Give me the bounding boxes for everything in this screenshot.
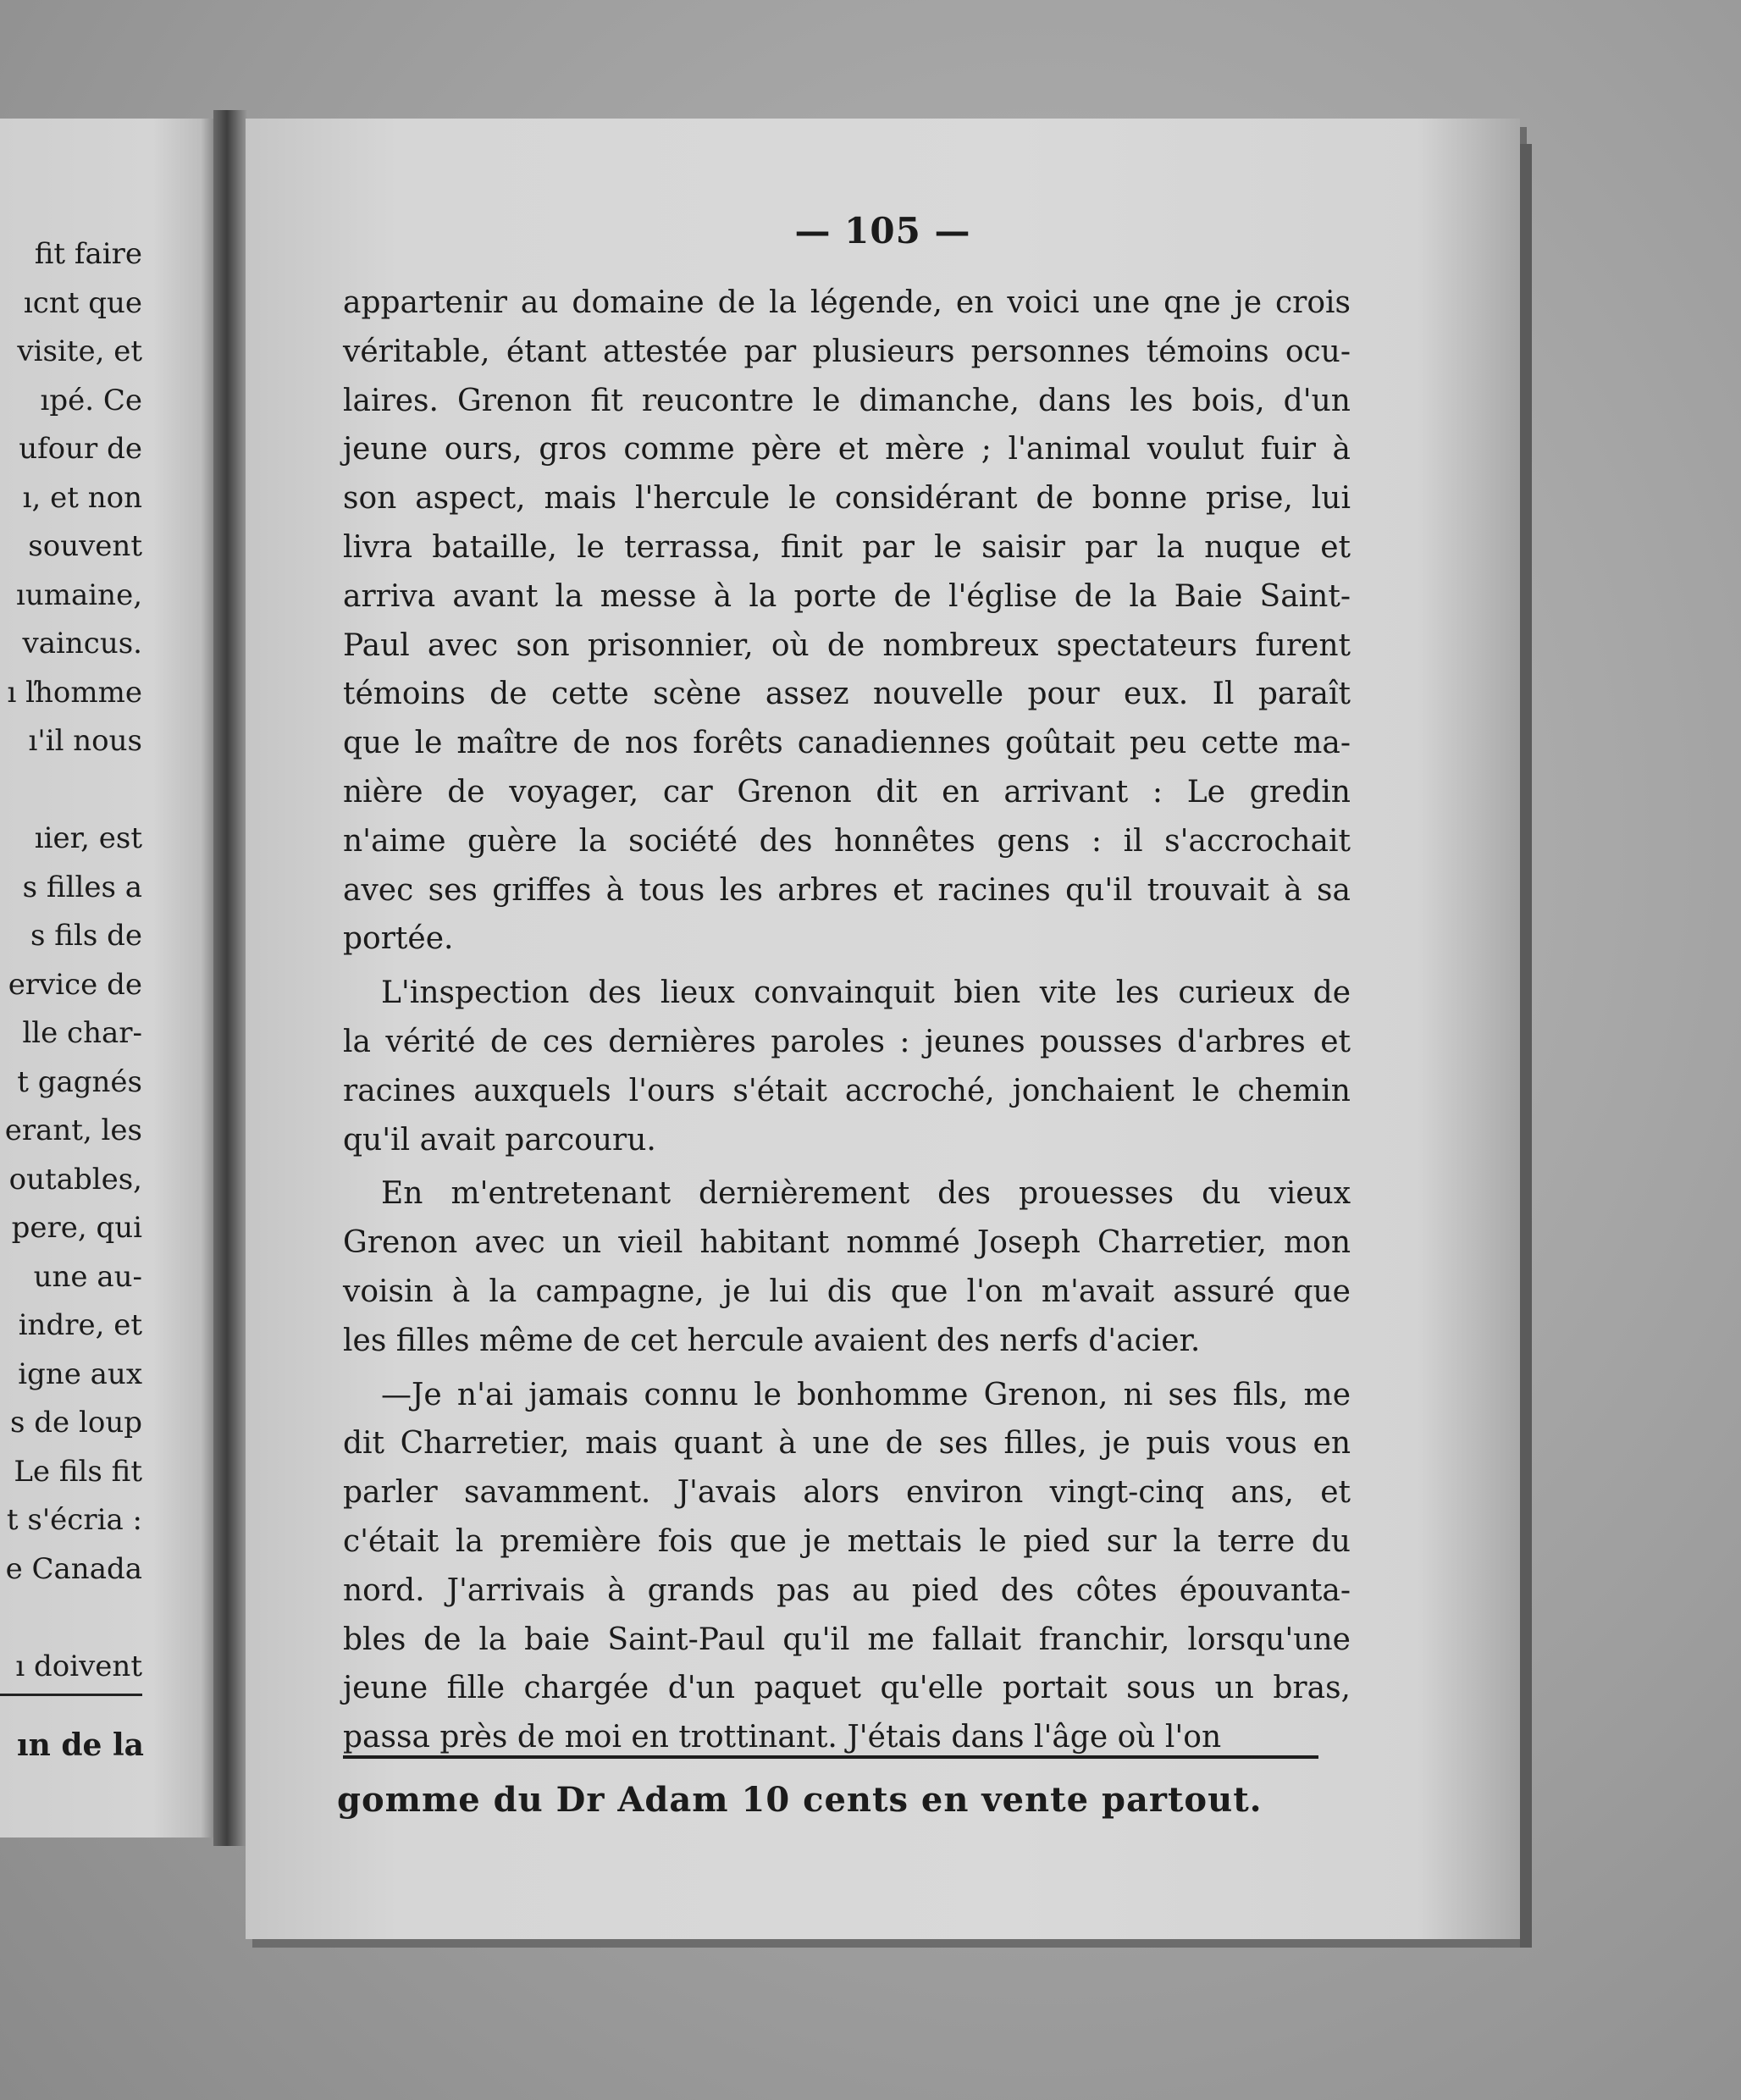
body-text-line: les filles même de cet hercule avaient des nerfs d'acier. <box>343 1323 1201 1358</box>
left-page-line: lle char- <box>22 1016 142 1050</box>
left-footer-text: ın de la <box>17 1727 144 1763</box>
left-page-line: igne aux <box>18 1357 142 1391</box>
body-text-line: c'était la première fois que je mettais le pied sur la terre du <box>343 1524 1351 1559</box>
left-page-line: t gagnés <box>17 1064 142 1099</box>
body-text-line: racines auxquels l'ours s'était accroché, jonchaient le chemin <box>343 1073 1351 1108</box>
left-page-line: pere, qui <box>11 1211 142 1245</box>
left-page-line: t s'écria : <box>6 1503 142 1537</box>
body-text-line: la vérité de ces dernières paroles : jeunes pousses d'arbres et <box>343 1025 1351 1059</box>
body-text-line: jeune ours, gros comme père et mère ; l'animal voulut fuir à <box>343 432 1351 467</box>
left-page <box>0 119 218 1838</box>
body-text-line: véritable, étant attestée par plusieurs personnes témoins ocu- <box>343 334 1351 369</box>
left-page-line: outables, <box>8 1162 142 1196</box>
left-page-line: ı doivent <box>15 1649 142 1683</box>
left-page-line: s de loup <box>10 1406 142 1440</box>
page-number: — 105 — <box>794 210 971 251</box>
body-text-line: dit Charretier, mais quant à une de ses filles, je puis vous en <box>343 1426 1351 1462</box>
left-page-line: ervice de <box>8 967 142 1002</box>
left-page-line: souvent <box>28 529 142 563</box>
body-text-line: que le maître de nos forêts canadiennes goûtait peu cette ma- <box>343 726 1351 761</box>
body-text-line: témoins de cette scène assez nouvelle pour eux. Il paraît <box>343 677 1351 712</box>
left-page-line: fit faire <box>34 237 142 271</box>
body-text-line: En m'entretenant dernièrement des prouesses du vieux <box>381 1176 1351 1212</box>
body-text-line: son aspect, mais l'hercule le considérant de bonne prise, lui <box>343 481 1351 517</box>
body-text-line: appartenir au domaine de la légende, en voici une qne je crois <box>343 285 1351 320</box>
left-page-line: erant, les <box>4 1114 142 1147</box>
body-text-line: bles de la baie Saint-Paul qu'il me fallait franchir, lorsqu'une <box>343 1622 1351 1657</box>
body-text-line: avec ses griffes à tous les arbres et racines qu'il trouvait à sa <box>343 872 1351 908</box>
left-page-line: ıier, est <box>34 821 142 855</box>
body-text-line: livra bataille, le terrassa, finit par le saisir par la nuque et <box>343 530 1351 565</box>
left-page-line: e Canada <box>5 1551 142 1586</box>
body-text-line: parler savamment. J'avais alors environ vingt-cinq ans, et <box>343 1475 1351 1511</box>
body-text-line: passa près de moi en trottinant. J'étais dans l'âge où l'on <box>343 1720 1222 1755</box>
left-page-line: indre, et <box>18 1308 142 1342</box>
left-page-line: vaincus. <box>22 627 142 660</box>
body-text-line: n'aime guère la société des honnêtes gens : il s'accrochait <box>343 823 1351 859</box>
left-page-line: ı, et non <box>22 480 142 515</box>
left-footer-rule <box>0 1694 142 1696</box>
left-page-line: ıcnt que <box>23 285 142 320</box>
body-text-line: L'inspection des lieux convainquit bien vite les curieux de <box>381 975 1351 1011</box>
left-page-line: Le fils fit <box>14 1454 142 1489</box>
advertisement-footer: gomme du Dr Adam 10 cents en vente partout. <box>337 1780 1263 1820</box>
left-page-line: s fils de <box>30 919 142 953</box>
left-page-line: visite, et <box>17 334 142 368</box>
right-page <box>246 119 1520 1939</box>
left-page-line: une au- <box>33 1259 142 1294</box>
left-page-line: ı'il nous <box>28 724 142 758</box>
body-text-line: arriva avant la messe à la porte de l'église de la Baie Saint- <box>343 578 1351 614</box>
page-edge-shadow <box>1520 144 1532 1948</box>
body-text-line: laires. Grenon fit reucontre le dimanche, dans les bois, d'un <box>343 383 1351 418</box>
left-page-line: ıumaine, <box>16 578 142 612</box>
left-page-line: ıpé. Ce <box>40 383 142 417</box>
body-text-line: portée. <box>343 921 454 957</box>
body-text-line: nord. J'arrivais à grands pas au pied des côtes épouvanta- <box>343 1572 1351 1608</box>
body-text-line: nière de voyager, car Grenon dit en arrivant : Le gredin <box>343 775 1351 810</box>
body-text-line: jeune fille chargée d'un paquet qu'elle portait sous un bras, <box>343 1671 1351 1706</box>
left-page-line: ufour de <box>19 432 142 466</box>
body-text-line: qu'il avait parcouru. <box>343 1122 656 1158</box>
body-text-line: Grenon avec un vieil habitant nommé Joseph Charretier, mon <box>343 1225 1351 1261</box>
body-text-line: Paul avec son prisonnier, où de nombreux spectateurs furent <box>343 627 1351 663</box>
left-page-line: s filles a <box>22 870 142 904</box>
body-text-line: voisin à la campagne, je lui dis que l'on m'avait assuré que <box>343 1274 1351 1309</box>
body-text-line: —Je n'ai jamais connu le bonhomme Grenon, ni ses fils, me <box>381 1377 1351 1412</box>
left-page-line: ı ľhomme <box>7 675 142 710</box>
book-gutter <box>213 110 247 1846</box>
